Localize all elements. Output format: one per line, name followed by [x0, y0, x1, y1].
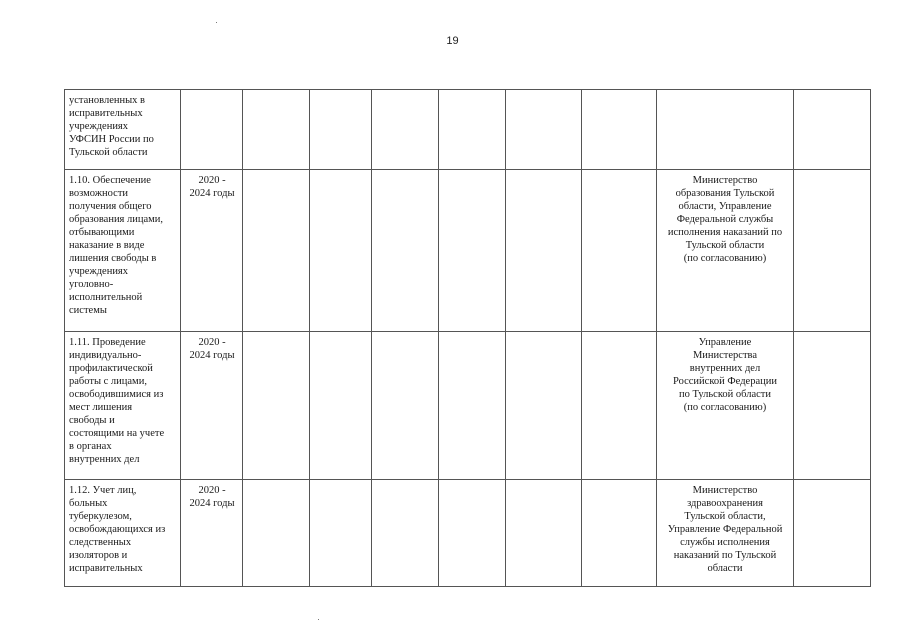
measure-cell: установленных в исправительных учреждениях УФСИН России по Тульской области [65, 90, 181, 170]
period-cell [181, 90, 243, 170]
period-cell: 2020 - 2024 годы [181, 480, 243, 587]
scan-speck [318, 619, 319, 620]
empty-cell [439, 480, 506, 587]
empty-cell [439, 90, 506, 170]
table-row [65, 90, 871, 170]
executor-cell [657, 90, 794, 170]
empty-cell [582, 90, 657, 170]
empty-cell [794, 90, 871, 170]
scan-speck [216, 22, 217, 23]
table-row [65, 480, 871, 587]
empty-cell [372, 170, 439, 332]
page-number: 19 [446, 35, 459, 47]
empty-cell [372, 332, 439, 480]
empty-cell [243, 170, 310, 332]
table-row [65, 332, 871, 480]
empty-cell [794, 332, 871, 480]
executor-cell: Министерство образования Тульской области, Управление Федеральной службы исполнения наказаний по Тульской области (по согласованию) [657, 170, 794, 332]
empty-cell [506, 170, 582, 332]
measure-cell: 1.10. Обеспечение возможности получения общего образования лицами, отбывающими наказание в виде лишения свободы в учреждениях уголовно- исполнительной системы [65, 170, 181, 332]
empty-cell [372, 480, 439, 587]
empty-cell [582, 480, 657, 587]
empty-cell [506, 332, 582, 480]
executor-cell: Министерство здравоохранения Тульской области, Управление Федеральной службы исполнения наказаний по Тульской области [657, 480, 794, 587]
empty-cell [243, 90, 310, 170]
empty-cell [372, 90, 439, 170]
period-cell: 2020 - 2024 годы [181, 170, 243, 332]
program-measures-table [64, 89, 871, 587]
executor-cell: Управление Министерства внутренних дел Российской Федерации по Тульской области (по согласованию) [657, 332, 794, 480]
empty-cell [506, 90, 582, 170]
table-row [65, 170, 871, 332]
empty-cell [243, 480, 310, 587]
empty-cell [794, 170, 871, 332]
empty-cell [506, 480, 582, 587]
measure-cell: 1.12. Учет лиц, больных туберкулезом, освобождающихся из следственных изоляторов и исправительных [65, 480, 181, 587]
empty-cell [582, 170, 657, 332]
period-cell: 2020 - 2024 годы [181, 332, 243, 480]
empty-cell [439, 170, 506, 332]
empty-cell [310, 90, 372, 170]
empty-cell [310, 170, 372, 332]
empty-cell [310, 480, 372, 587]
empty-cell [794, 480, 871, 587]
empty-cell [439, 332, 506, 480]
empty-cell [582, 332, 657, 480]
empty-cell [310, 332, 372, 480]
measure-cell: 1.11. Проведение индивидуально- профилактической работы с лицами, освободившимися из мест лишения свободы и состоящими на учете в органах внутренних дел [65, 332, 181, 480]
empty-cell [243, 332, 310, 480]
